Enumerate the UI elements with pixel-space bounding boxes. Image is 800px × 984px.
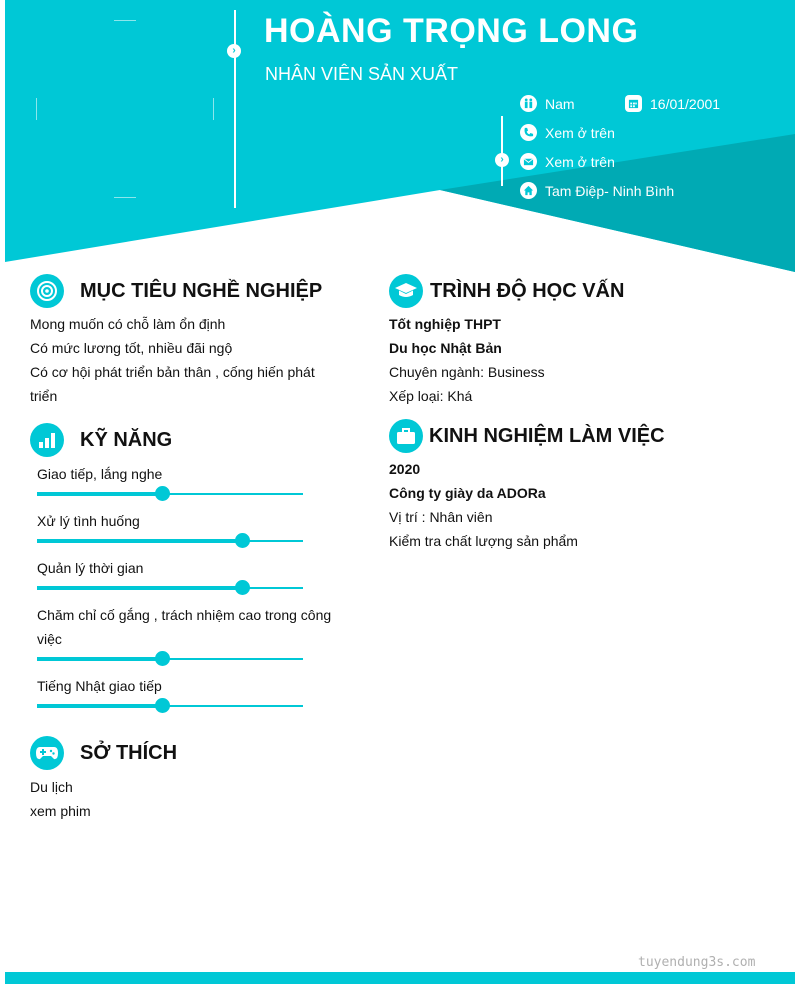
email-value: Xem ở trên xyxy=(545,153,615,170)
candidate-name: HOÀNG TRỌNG LONG xyxy=(264,12,639,50)
education-rank: Xếp loại: Khá xyxy=(389,388,473,404)
skill-label: Giao tiếp, lắng nghe xyxy=(37,466,163,482)
address-value: Tam Điệp- Ninh Bình xyxy=(545,182,675,199)
skill-bar xyxy=(37,493,303,495)
section-title: KINH NGHIỆM LÀM VIỆC xyxy=(429,424,665,447)
skill-label-continued: việc xyxy=(37,631,62,647)
email-info xyxy=(520,153,615,170)
graduation-cap-icon xyxy=(389,274,423,308)
birthdate-value: 16/01/2001 xyxy=(650,95,721,112)
objective-line: Có mức lương tốt, nhiều đãi ngộ xyxy=(30,340,233,356)
experience-heading xyxy=(389,419,665,453)
experience-year: 2020 xyxy=(389,461,421,477)
experience-position: Vị trí : Nhân viên xyxy=(389,509,493,525)
chevron-right-icon: › xyxy=(495,153,509,167)
hobby-item: xem phim xyxy=(30,803,91,819)
header-divider xyxy=(234,10,236,208)
watermark: tuyendung3s.com xyxy=(638,955,756,970)
education-program: Du học Nhật Bản xyxy=(389,340,502,356)
experience-company: Công ty giày da ADORa xyxy=(389,485,546,501)
phone-info xyxy=(520,124,615,141)
contact-divider xyxy=(501,116,503,186)
skill-level-knob[interactable] xyxy=(155,698,170,713)
address-info xyxy=(520,182,674,199)
skill-label: Quản lý thời gian xyxy=(37,560,144,576)
skill-level-knob[interactable] xyxy=(235,533,250,548)
skill-bar xyxy=(37,540,303,542)
skill-level-knob[interactable] xyxy=(155,486,170,501)
skill-level-knob[interactable] xyxy=(155,651,170,666)
phone-value: Xem ở trên xyxy=(545,124,615,141)
section-title: TRÌNH ĐỘ HỌC VẤN xyxy=(430,279,625,302)
chevron-right-icon: › xyxy=(227,44,241,58)
skill-level-knob[interactable] xyxy=(235,580,250,595)
objective-line: Mong muốn có chỗ làm ổn định xyxy=(30,316,226,332)
gender-icon xyxy=(520,95,537,112)
hobbies-heading xyxy=(30,736,177,770)
calendar-icon xyxy=(625,95,642,112)
phone-icon xyxy=(520,124,537,141)
objective-line: Có cơ hội phát triển bản thân , cống hiến phát xyxy=(30,364,315,380)
experience-duty: Kiểm tra chất lượng sản phẩm xyxy=(389,533,578,549)
objective-heading xyxy=(30,274,322,308)
footer-bar xyxy=(5,972,795,984)
gamepad-icon xyxy=(30,736,64,770)
skill-label: Chăm chỉ cố gắng , trách nhiệm cao trong công xyxy=(37,607,332,623)
section-title: SỞ THÍCH xyxy=(80,741,178,764)
briefcase-icon xyxy=(389,419,423,453)
home-icon xyxy=(520,182,537,199)
skill-bar xyxy=(37,587,303,589)
education-heading xyxy=(389,274,624,308)
gender-value: Nam xyxy=(545,95,575,112)
education-school: Tốt nghiệp THPT xyxy=(389,316,501,332)
skills-heading xyxy=(30,423,172,457)
hobby-item: Du lịch xyxy=(30,779,73,795)
target-icon xyxy=(30,274,64,308)
profile-photo-placeholder[interactable] xyxy=(36,20,214,198)
education-major: Chuyên ngành: Business xyxy=(389,364,545,380)
job-title: NHÂN VIÊN SẢN XUẤT xyxy=(265,64,459,84)
skill-label: Xử lý tình huống xyxy=(37,513,140,529)
skill-bar xyxy=(37,658,303,660)
skill-label: Tiếng Nhật giao tiếp xyxy=(37,678,162,694)
section-title: MỤC TIÊU NGHỀ NGHIỆP xyxy=(80,279,323,302)
birthdate-info xyxy=(625,95,720,112)
bar-chart-icon xyxy=(30,423,64,457)
objective-line: triển xyxy=(30,388,58,404)
gender-info xyxy=(520,95,575,112)
skill-bar xyxy=(37,705,303,707)
section-title: KỸ NĂNG xyxy=(80,428,173,451)
envelope-icon xyxy=(520,153,537,170)
